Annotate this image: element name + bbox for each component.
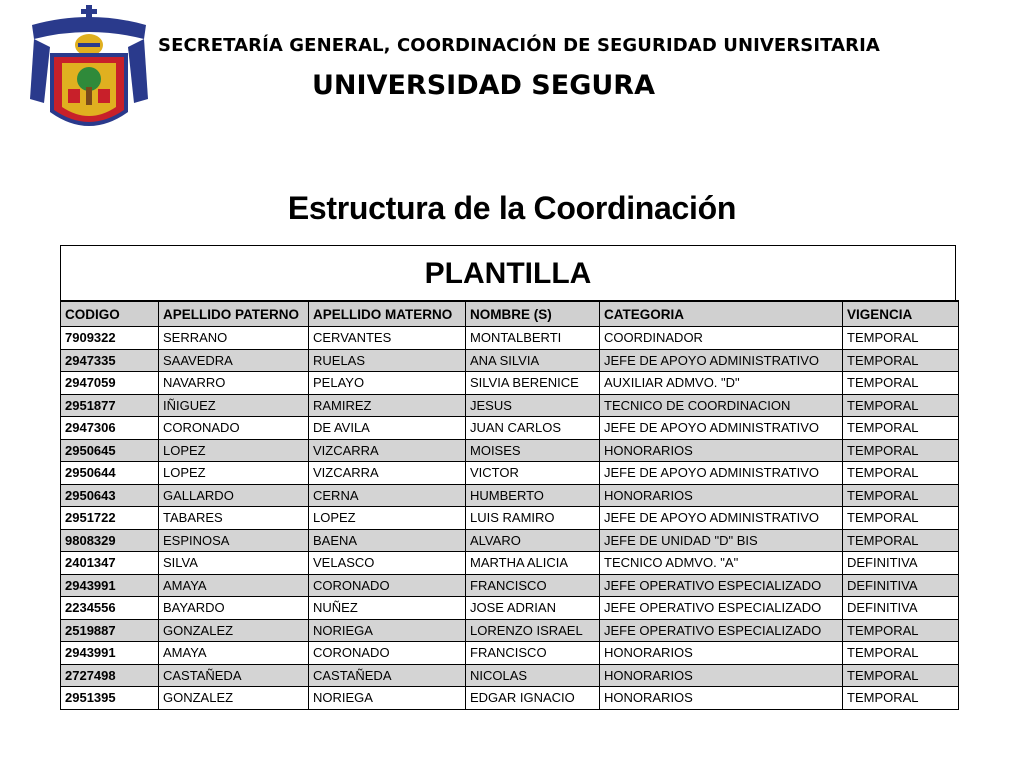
cell-categoria: JEFE OPERATIVO ESPECIALIZADO — [600, 574, 843, 597]
cell-apellido-materno: CORONADO — [309, 574, 466, 597]
cell-apellido-paterno: ESPINOSA — [159, 529, 309, 552]
cell-nombre: EDGAR IGNACIO — [466, 687, 600, 710]
cell-apellido-materno: RUELAS — [309, 349, 466, 372]
cell-codigo: 2947059 — [61, 372, 159, 395]
table-row — [61, 484, 959, 507]
cell-categoria: HONORARIOS — [600, 664, 843, 687]
cell-vigencia: DEFINITIVA — [843, 552, 959, 575]
cell-codigo: 2947335 — [61, 349, 159, 372]
column-header-nombre: NOMBRE (S) — [466, 301, 600, 327]
cell-nombre: JUAN CARLOS — [466, 417, 600, 440]
cell-codigo: 2401347 — [61, 552, 159, 575]
cell-categoria: HONORARIOS — [600, 484, 843, 507]
cell-codigo: 2950645 — [61, 439, 159, 462]
cell-nombre: MONTALBERTI — [466, 327, 600, 350]
cell-vigencia: TEMPORAL — [843, 529, 959, 552]
cell-nombre: JOSE ADRIAN — [466, 597, 600, 620]
table-row — [61, 349, 959, 372]
table-row — [61, 462, 959, 485]
cell-apellido-paterno: SAAVEDRA — [159, 349, 309, 372]
table-body — [61, 327, 959, 710]
cell-categoria: JEFE DE APOYO ADMINISTRATIVO — [600, 349, 843, 372]
cell-categoria: JEFE OPERATIVO ESPECIALIZADO — [600, 597, 843, 620]
table-row — [61, 687, 959, 710]
cell-apellido-paterno: AMAYA — [159, 642, 309, 665]
table-row — [61, 664, 959, 687]
cell-vigencia: TEMPORAL — [843, 619, 959, 642]
cell-apellido-paterno: AMAYA — [159, 574, 309, 597]
cell-apellido-paterno: LOPEZ — [159, 462, 309, 485]
cell-vigencia: TEMPORAL — [843, 439, 959, 462]
table-row — [61, 529, 959, 552]
cell-vigencia: DEFINITIVA — [843, 597, 959, 620]
cell-vigencia: TEMPORAL — [843, 484, 959, 507]
cell-nombre: ALVARO — [466, 529, 600, 552]
table-row — [61, 372, 959, 395]
column-header-vigencia: VIGENCIA — [843, 301, 959, 327]
table-row — [61, 417, 959, 440]
cell-codigo: 2519887 — [61, 619, 159, 642]
cell-nombre: LORENZO ISRAEL — [466, 619, 600, 642]
staff-table — [60, 300, 959, 710]
table-row — [61, 597, 959, 620]
university-logo — [28, 3, 150, 138]
cell-apellido-paterno: BAYARDO — [159, 597, 309, 620]
cell-categoria: JEFE DE APOYO ADMINISTRATIVO — [600, 507, 843, 530]
cell-vigencia: TEMPORAL — [843, 417, 959, 440]
cell-nombre: MARTHA ALICIA — [466, 552, 600, 575]
cell-categoria: JEFE DE APOYO ADMINISTRATIVO — [600, 417, 843, 440]
cell-apellido-materno: CERNA — [309, 484, 466, 507]
cell-codigo: 2943991 — [61, 574, 159, 597]
cell-apellido-materno: CERVANTES — [309, 327, 466, 350]
cell-codigo: 2951877 — [61, 394, 159, 417]
table-row — [61, 394, 959, 417]
cell-nombre: LUIS RAMIRO — [466, 507, 600, 530]
cell-codigo: 2951722 — [61, 507, 159, 530]
cell-vigencia: TEMPORAL — [843, 687, 959, 710]
cell-categoria: TECNICO ADMVO. "A" — [600, 552, 843, 575]
cell-nombre: ANA SILVIA — [466, 349, 600, 372]
cell-apellido-materno: BAENA — [309, 529, 466, 552]
cell-nombre: FRANCISCO — [466, 574, 600, 597]
cell-codigo: 2234556 — [61, 597, 159, 620]
cell-vigencia: TEMPORAL — [843, 642, 959, 665]
cell-apellido-materno: VIZCARRA — [309, 462, 466, 485]
cell-codigo: 7909322 — [61, 327, 159, 350]
cell-nombre: JESUS — [466, 394, 600, 417]
cell-vigencia: TEMPORAL — [843, 372, 959, 395]
cell-vigencia: TEMPORAL — [843, 349, 959, 372]
section-title-plantilla: PLANTILLA — [60, 245, 956, 300]
cell-apellido-materno: NORIEGA — [309, 687, 466, 710]
cell-vigencia: DEFINITIVA — [843, 574, 959, 597]
cell-categoria: JEFE OPERATIVO ESPECIALIZADO — [600, 619, 843, 642]
header-universidad-segura: UNIVERSIDAD SEGURA — [312, 70, 655, 101]
cell-codigo: 2951395 — [61, 687, 159, 710]
cell-codigo: 2950644 — [61, 462, 159, 485]
column-header-apellido-materno: APELLIDO MATERNO — [309, 301, 466, 327]
table-header-row — [61, 301, 959, 327]
cell-apellido-materno: PELAYO — [309, 372, 466, 395]
cell-categoria: AUXILIAR ADMVO. "D" — [600, 372, 843, 395]
cell-categoria: JEFE DE APOYO ADMINISTRATIVO — [600, 462, 843, 485]
cell-codigo: 2947306 — [61, 417, 159, 440]
cell-apellido-paterno: CORONADO — [159, 417, 309, 440]
column-header-codigo: CODIGO — [61, 301, 159, 327]
cell-apellido-materno: NUÑEZ — [309, 597, 466, 620]
table-row — [61, 507, 959, 530]
cell-apellido-materno: CASTAÑEDA — [309, 664, 466, 687]
cell-categoria: HONORARIOS — [600, 439, 843, 462]
cell-apellido-paterno: SERRANO — [159, 327, 309, 350]
column-header-categoria: CATEGORIA — [600, 301, 843, 327]
cell-apellido-paterno: TABARES — [159, 507, 309, 530]
cell-categoria: JEFE DE UNIDAD "D" BIS — [600, 529, 843, 552]
cell-apellido-paterno: CASTAÑEDA — [159, 664, 309, 687]
cell-apellido-materno: LOPEZ — [309, 507, 466, 530]
cell-nombre: VICTOR — [466, 462, 600, 485]
cell-codigo: 2727498 — [61, 664, 159, 687]
cell-vigencia: TEMPORAL — [843, 327, 959, 350]
header-secretaria: SECRETARÍA GENERAL, COORDINACIÓN DE SEGURIDAD UNIVERSITARIA — [158, 35, 880, 56]
cell-codigo: 2950643 — [61, 484, 159, 507]
cell-apellido-paterno: SILVA — [159, 552, 309, 575]
cell-nombre: NICOLAS — [466, 664, 600, 687]
cell-categoria: HONORARIOS — [600, 687, 843, 710]
cell-apellido-materno: NORIEGA — [309, 619, 466, 642]
cell-vigencia: TEMPORAL — [843, 394, 959, 417]
cell-vigencia: TEMPORAL — [843, 664, 959, 687]
cell-categoria: TECNICO DE COORDINACION — [600, 394, 843, 417]
cell-apellido-paterno: NAVARRO — [159, 372, 309, 395]
table-row — [61, 619, 959, 642]
table-row — [61, 439, 959, 462]
cell-apellido-materno: VIZCARRA — [309, 439, 466, 462]
cell-vigencia: TEMPORAL — [843, 507, 959, 530]
cell-apellido-materno: CORONADO — [309, 642, 466, 665]
cell-nombre: HUMBERTO — [466, 484, 600, 507]
cell-apellido-paterno: IÑIGUEZ — [159, 394, 309, 417]
page-title: Estructura de la Coordinación — [287, 190, 737, 226]
cell-apellido-paterno: GONZALEZ — [159, 619, 309, 642]
table-row — [61, 552, 959, 575]
cell-codigo: 9808329 — [61, 529, 159, 552]
cell-apellido-materno: RAMIREZ — [309, 394, 466, 417]
table-row — [61, 642, 959, 665]
cell-apellido-paterno: GONZALEZ — [159, 687, 309, 710]
column-header-apellido-paterno: APELLIDO PATERNO — [159, 301, 309, 327]
cell-categoria: HONORARIOS — [600, 642, 843, 665]
cell-nombre: SILVIA BERENICE — [466, 372, 600, 395]
cell-apellido-materno: DE AVILA — [309, 417, 466, 440]
cell-nombre: FRANCISCO — [466, 642, 600, 665]
table-row — [61, 327, 959, 350]
cell-apellido-materno: VELASCO — [309, 552, 466, 575]
table-row — [61, 574, 959, 597]
cell-vigencia: TEMPORAL — [843, 462, 959, 485]
cell-apellido-paterno: LOPEZ — [159, 439, 309, 462]
cell-codigo: 2943991 — [61, 642, 159, 665]
cell-categoria: COORDINADOR — [600, 327, 843, 350]
cell-apellido-paterno: GALLARDO — [159, 484, 309, 507]
cell-nombre: MOISES — [466, 439, 600, 462]
